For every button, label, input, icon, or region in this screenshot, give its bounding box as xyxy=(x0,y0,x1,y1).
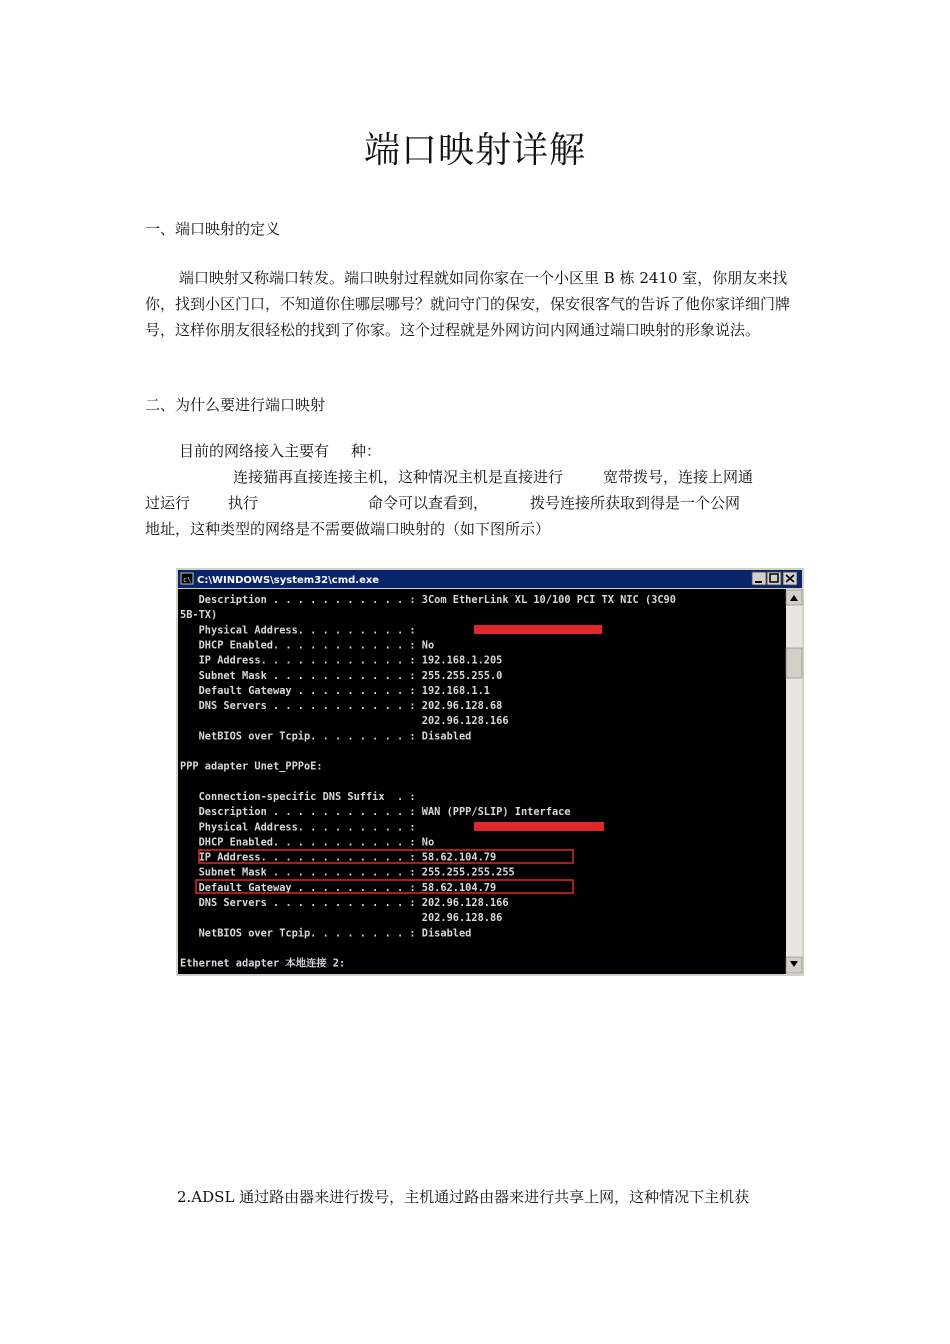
console-line: DNS Servers . . . . . . . . . . . : 202.96.128.68 xyxy=(180,700,503,713)
text-line-2 xyxy=(145,490,810,516)
console-line: Subnet Mask . . . . . . . . . . . : 255.255.255.0 xyxy=(180,669,503,682)
console-line: PPP adapter Unet_PPPoE: xyxy=(180,760,323,773)
text-line-3: 地址，这种类型的网络是不需要做端口映射的（如下图所示） xyxy=(145,520,551,538)
console-line: 5B-TX) xyxy=(180,609,218,622)
cmd-icon-glyph: c\ xyxy=(183,576,192,584)
line2-text-c: 命令可以查看到， xyxy=(368,494,489,512)
section1-heading: 一、端口映射的定义 xyxy=(145,220,281,238)
redacted-mac-1 xyxy=(474,625,602,634)
line1-text-a: 连接猫再直接连接主机，这种情况主机是直接进行 xyxy=(233,468,564,486)
page-title: 端口映射详解 xyxy=(363,130,586,171)
intro-text-a: 目前的网络接入主要有 xyxy=(179,442,330,460)
scroll-thumb[interactable] xyxy=(786,648,802,678)
section2-heading: 二、为什么要进行端口映射 xyxy=(145,396,326,414)
console-line: NetBIOS over Tcpip. . . . . . . . : Disabled xyxy=(180,927,472,940)
console-line: Physical Address. . . . . . . . . : xyxy=(180,624,416,637)
line1-text-b: 宽带拨号，连接上网通 xyxy=(603,468,754,486)
line2-text-d: 拨号连接所获取到得是一个公网 xyxy=(530,494,741,512)
console-line: Connection-specific DNS Suffix . : xyxy=(180,791,416,803)
intro-line xyxy=(145,438,810,464)
console-line: Default Gateway . . . . . . . . . : 192.168.1.1 xyxy=(180,684,490,697)
console-line: IP Address. . . . . . . . . . . . : 58.62.104.79 xyxy=(180,851,497,864)
console-line: Default Gateway . . . . . . . . . : 58.62.104.79 xyxy=(180,881,497,894)
minimize-icon xyxy=(755,581,762,583)
redacted-mac-2 xyxy=(474,822,604,831)
console-line: Subnet Mask . . . . . . . . . . . : 255.255.255.255 xyxy=(180,866,515,879)
line2-text-a: 过运行 xyxy=(145,494,191,512)
cmd-window-figure xyxy=(176,568,804,976)
console-line: Description . . . . . . . . . . . : 3Com EtherLink XL 10/100 PCI TX NIC (3C90 xyxy=(180,594,676,606)
console-line: 202.96.128.86 xyxy=(180,912,503,925)
console-line: Physical Address. . . . . . . . . : xyxy=(180,821,416,834)
console-line: DHCP Enabled. . . . . . . . . . . : No xyxy=(180,639,435,652)
window-title: C:\WINDOWS\system32\cmd.exe xyxy=(197,575,380,586)
console-line: NetBIOS over Tcpip. . . . . . . . : Disabled xyxy=(180,730,472,743)
console-line: DNS Servers . . . . . . . . . . . : 202.96.128.166 xyxy=(180,897,509,909)
bottom-paragraph: 2.ADSL 通过路由器来进行拨号，主机通过路由器来进行共享上网，这种情况下主机获 xyxy=(177,1188,750,1206)
section2-paragraph xyxy=(145,438,810,542)
console-line: DHCP Enabled. . . . . . . . . . . : No xyxy=(180,836,435,849)
intro-text-b: 种： xyxy=(351,442,382,460)
maximize-button[interactable] xyxy=(767,572,781,585)
text-line-1 xyxy=(145,464,810,490)
console-line: IP Address. . . . . . . . . . . . : 192.168.1.205 xyxy=(180,654,503,667)
close-button[interactable] xyxy=(783,572,797,585)
section1-paragraph: 端口映射又称端口转发。端口映射过程就如同你家在一个小区里 B 栋 2410 室，你朋友来找你，找到小区门口，不知道你住哪层哪号？就问守门的保安，保安很客气的告诉了他你家详细门牌号，这样你朋友很轻松的找到了你家。这个过程就是外网访问内网通过端口映射的形象说法。 xyxy=(145,269,791,339)
console-line: Description . . . . . . . . . . . : WAN (PPP/SLIP) Interface xyxy=(180,806,571,819)
console-line: Ethernet adapter 本地连接 2: xyxy=(180,957,346,970)
minimize-button[interactable] xyxy=(752,572,766,585)
line2-text-b: 执行 xyxy=(228,494,259,512)
vertical-scrollbar[interactable] xyxy=(786,589,802,974)
console-line: 202.96.128.166 xyxy=(180,715,509,728)
